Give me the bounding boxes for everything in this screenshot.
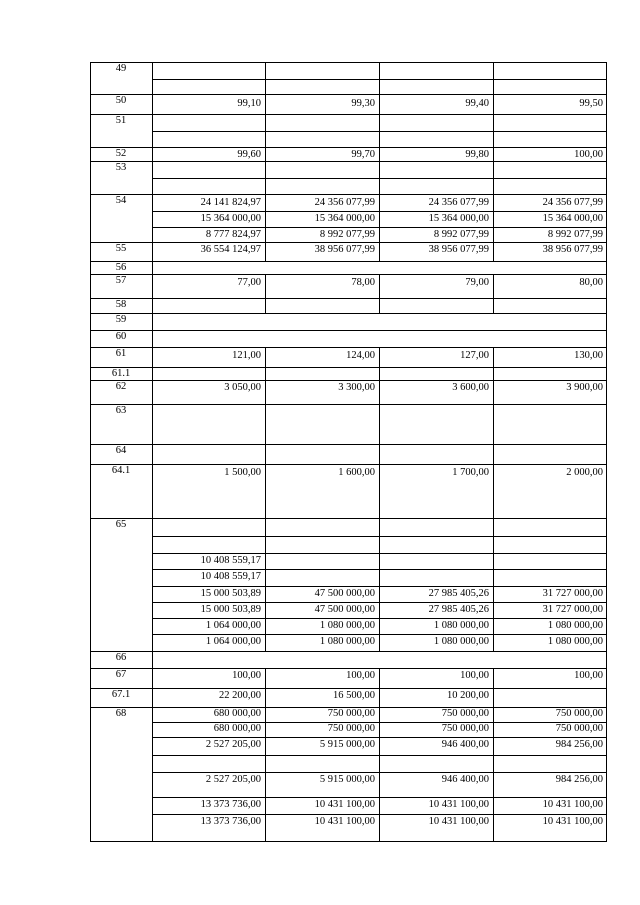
column-divider — [265, 444, 266, 464]
column-divider — [493, 404, 494, 444]
column-divider — [265, 62, 266, 94]
row-divider — [90, 380, 607, 381]
value-cell: 1 064 000,00 — [205, 620, 261, 631]
value-cell: 750 000,00 — [327, 723, 375, 734]
value-cell: 38 956 077,99 — [542, 244, 603, 255]
row-number: 57 — [115, 275, 127, 286]
value-cell: 27 985 405,26 — [428, 604, 489, 615]
row-divider — [90, 651, 607, 652]
value-cell: 8 777 824,97 — [205, 229, 261, 240]
value-cell: 80,00 — [579, 277, 603, 288]
value-cell: 5 915 000,00 — [319, 774, 375, 785]
value-cell: 99,70 — [351, 149, 375, 160]
row-number: 61 — [115, 348, 127, 359]
value-cell: 3 050,00 — [224, 382, 261, 393]
sub-row-divider — [152, 814, 607, 815]
sub-row-divider — [152, 569, 607, 570]
sub-row-divider — [152, 737, 607, 738]
sub-row-divider — [152, 797, 607, 798]
value-cell: 1 700,00 — [452, 467, 489, 478]
row-number: 58 — [115, 299, 127, 310]
row-divider — [90, 147, 607, 148]
row-divider — [90, 688, 607, 689]
column-divider — [379, 518, 380, 651]
value-cell: 100,00 — [232, 670, 261, 681]
value-cell: 3 900,00 — [566, 382, 603, 393]
sub-row-divider — [152, 227, 607, 228]
row-divider — [90, 94, 607, 95]
row-divider — [90, 298, 607, 299]
value-cell: 130,00 — [574, 350, 603, 361]
value-cell: 13 373 736,00 — [200, 799, 261, 810]
value-cell: 1 080 000,00 — [319, 636, 375, 647]
value-cell: 2 527 205,00 — [205, 739, 261, 750]
row-number: 52 — [115, 148, 127, 159]
row-number: 68 — [115, 708, 127, 719]
column-divider — [265, 404, 266, 444]
value-cell: 100,00 — [346, 670, 375, 681]
value-cell: 13 373 736,00 — [200, 816, 261, 827]
value-cell: 127,00 — [460, 350, 489, 361]
column-divider — [379, 404, 380, 444]
value-cell: 8 992 077,99 — [319, 229, 375, 240]
value-cell: 99,80 — [465, 149, 489, 160]
value-cell: 680 000,00 — [213, 708, 261, 719]
value-cell: 24 356 077,99 — [428, 197, 489, 208]
value-cell: 8 992 077,99 — [433, 229, 489, 240]
value-cell: 2 527 205,00 — [205, 774, 261, 785]
value-cell: 79,00 — [465, 277, 489, 288]
value-cell: 1 080 000,00 — [433, 620, 489, 631]
value-cell: 946 400,00 — [441, 774, 489, 785]
row-divider — [90, 347, 607, 348]
value-cell: 10 408 559,17 — [200, 555, 261, 566]
row-number: 53 — [115, 162, 127, 173]
row-divider — [90, 161, 607, 162]
row-divider — [90, 313, 607, 314]
sub-row-divider — [152, 211, 607, 212]
row-divider — [90, 444, 607, 445]
row-number: 50 — [115, 95, 127, 106]
sub-row-divider — [152, 772, 607, 773]
value-cell: 99,50 — [579, 98, 603, 109]
row-number: 64.1 — [111, 465, 131, 476]
value-cell: 47 500 000,00 — [314, 588, 375, 599]
row-number: 67.1 — [111, 689, 131, 700]
row-number: 55 — [115, 243, 127, 254]
value-cell: 24 356 077,99 — [542, 197, 603, 208]
value-cell: 38 956 077,99 — [314, 244, 375, 255]
row-number: 66 — [115, 652, 127, 663]
value-cell: 15 364 000,00 — [428, 213, 489, 224]
sub-row-divider — [152, 79, 607, 80]
value-cell: 10 431 100,00 — [314, 816, 375, 827]
value-cell: 10 431 100,00 — [428, 799, 489, 810]
value-cell: 5 915 000,00 — [319, 739, 375, 750]
column-divider — [493, 298, 494, 313]
row-divider — [90, 114, 607, 115]
row-number: 54 — [115, 195, 127, 206]
value-cell: 1 600,00 — [338, 467, 375, 478]
row-number: 61.1 — [111, 368, 131, 379]
value-cell: 1 064 000,00 — [205, 636, 261, 647]
row-divider — [90, 518, 607, 519]
row-number: 56 — [115, 262, 127, 273]
sub-row-divider — [152, 755, 607, 756]
value-cell: 750 000,00 — [441, 708, 489, 719]
value-cell: 10 200,00 — [447, 690, 489, 701]
value-cell: 31 727 000,00 — [542, 588, 603, 599]
value-cell: 27 985 405,26 — [428, 588, 489, 599]
value-cell: 77,00 — [237, 277, 261, 288]
value-cell: 750 000,00 — [555, 723, 603, 734]
value-cell: 99,40 — [465, 98, 489, 109]
value-cell: 100,00 — [574, 670, 603, 681]
sub-row-divider — [152, 178, 607, 179]
column-divider — [493, 518, 494, 651]
value-cell: 3 600,00 — [452, 382, 489, 393]
row-divider — [90, 194, 607, 195]
column-divider — [265, 518, 266, 651]
column-divider — [379, 367, 380, 380]
value-cell: 100,00 — [460, 670, 489, 681]
value-cell: 99,10 — [237, 98, 261, 109]
column-divider — [493, 688, 494, 707]
value-cell: 15 364 000,00 — [314, 213, 375, 224]
value-cell: 78,00 — [351, 277, 375, 288]
value-cell: 31 727 000,00 — [542, 604, 603, 615]
value-cell: 2 000,00 — [566, 467, 603, 478]
value-cell: 47 500 000,00 — [314, 604, 375, 615]
sub-row-divider — [152, 618, 607, 619]
row-number: 51 — [115, 115, 127, 126]
value-cell: 8 992 077,99 — [547, 229, 603, 240]
column-divider — [265, 367, 266, 380]
row-number: 63 — [115, 405, 127, 416]
value-cell: 1 080 000,00 — [433, 636, 489, 647]
value-cell: 99,30 — [351, 98, 375, 109]
row-divider — [90, 464, 607, 465]
value-cell: 1 080 000,00 — [547, 620, 603, 631]
value-cell: 750 000,00 — [555, 708, 603, 719]
row-number: 59 — [115, 314, 127, 325]
value-cell: 750 000,00 — [327, 708, 375, 719]
sub-row-divider — [152, 634, 607, 635]
value-cell: 1 080 000,00 — [547, 636, 603, 647]
column-divider — [379, 298, 380, 313]
value-cell: 10 431 100,00 — [314, 799, 375, 810]
row-divider — [90, 242, 607, 243]
sub-row-divider — [152, 131, 607, 132]
row-divider — [90, 367, 607, 368]
row-number: 65 — [115, 519, 127, 530]
value-cell: 36 554 124,97 — [200, 244, 261, 255]
column-divider — [265, 298, 266, 313]
value-cell: 984 256,00 — [555, 774, 603, 785]
value-cell: 10 431 100,00 — [542, 799, 603, 810]
row-divider — [90, 330, 607, 331]
value-cell: 946 400,00 — [441, 739, 489, 750]
row-divider — [90, 668, 607, 669]
value-cell: 1 080 000,00 — [319, 620, 375, 631]
value-cell: 121,00 — [232, 350, 261, 361]
value-cell: 1 500,00 — [224, 467, 261, 478]
value-cell: 15 000 503,89 — [200, 604, 261, 615]
value-cell: 100,00 — [574, 149, 603, 160]
row-number: 64 — [115, 445, 127, 456]
sub-row-divider — [152, 586, 607, 587]
row-divider — [90, 404, 607, 405]
row-divider — [90, 261, 607, 262]
value-cell: 99,60 — [237, 149, 261, 160]
value-cell: 15 000 503,89 — [200, 588, 261, 599]
column-divider — [493, 444, 494, 464]
value-cell: 22 200,00 — [219, 690, 261, 701]
value-cell: 16 500,00 — [333, 690, 375, 701]
column-divider — [493, 367, 494, 380]
value-cell: 680 000,00 — [213, 723, 261, 734]
value-cell: 124,00 — [346, 350, 375, 361]
value-cell: 3 300,00 — [338, 382, 375, 393]
value-cell: 24 356 077,99 — [314, 197, 375, 208]
row-number: 67 — [115, 669, 127, 680]
row-number: 62 — [115, 381, 127, 392]
value-cell: 10 431 100,00 — [542, 816, 603, 827]
value-cell: 10 408 559,17 — [200, 571, 261, 582]
sub-row-divider — [152, 553, 607, 554]
value-cell: 15 364 000,00 — [542, 213, 603, 224]
value-cell: 984 256,00 — [555, 739, 603, 750]
column-divider — [379, 444, 380, 464]
row-number: 49 — [115, 63, 127, 74]
value-cell: 24 141 824,97 — [200, 197, 261, 208]
sub-row-divider — [152, 536, 607, 537]
row-number: 60 — [115, 331, 127, 342]
value-cell: 15 364 000,00 — [200, 213, 261, 224]
sub-row-divider — [152, 602, 607, 603]
column-divider — [493, 62, 494, 94]
value-cell: 10 431 100,00 — [428, 816, 489, 827]
value-cell: 750 000,00 — [441, 723, 489, 734]
column-divider — [379, 62, 380, 94]
row-divider — [90, 274, 607, 275]
value-cell: 38 956 077,99 — [428, 244, 489, 255]
